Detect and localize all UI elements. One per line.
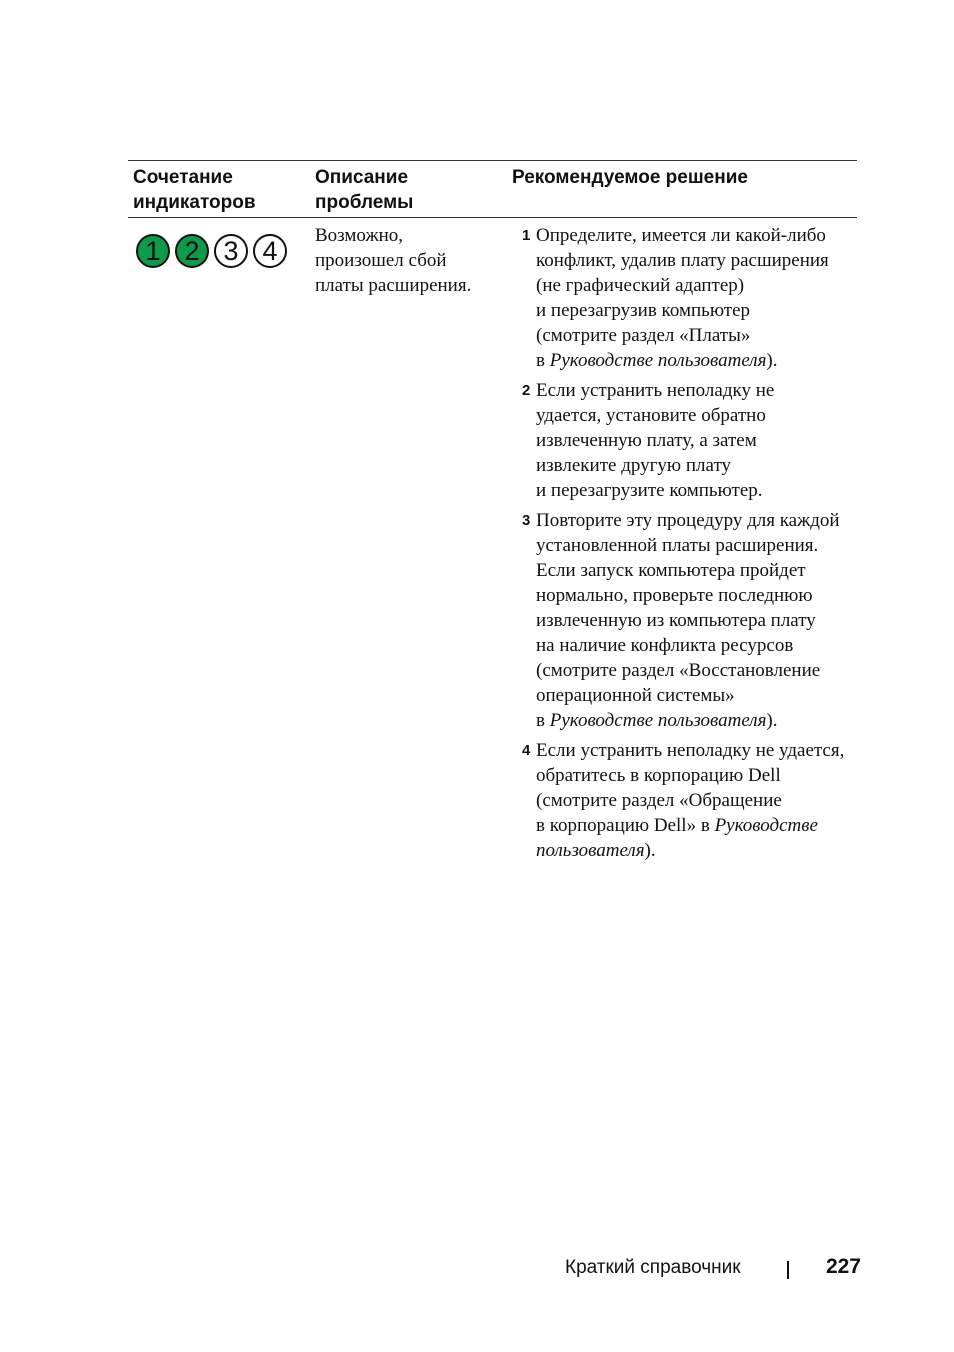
footer-section-title: Краткий справочник — [565, 1257, 741, 1278]
header-led-combination: Сочетание индикаторов — [133, 167, 256, 213]
solution-step-1 — [512, 223, 857, 373]
solution-step-4 — [512, 738, 857, 863]
header-problem-description: Описание проблемы — [315, 167, 414, 213]
step-text — [536, 378, 774, 503]
step-number: 3 — [522, 512, 531, 529]
page-number: 227 — [825, 1255, 861, 1278]
footer-separator — [787, 1261, 789, 1279]
step-number: 2 — [522, 382, 531, 399]
step-number: 1 — [522, 227, 531, 244]
step-text-part: ). — [766, 710, 778, 731]
step-text-part: Повторите эту процедуру для каждой установленной платы расширения. Если запуск компьютера пройдет нормально, проверьте последнюю извлеченную из компьютера плату на наличие конфликта ресурсов (смотрите раздел «Восстановление операционной системы» в — [536, 510, 840, 731]
led-3-off-icon: 3 — [214, 234, 248, 268]
solution-cell — [507, 223, 857, 868]
diagnostic-table — [128, 160, 857, 868]
table-row — [128, 218, 857, 868]
solution-step-2 — [512, 378, 857, 503]
user-guide-reference: Руководстве пользователя — [536, 815, 818, 861]
step-text-part: ). — [766, 350, 778, 371]
description-cell — [310, 223, 507, 868]
step-text — [536, 508, 840, 733]
step-text-part: Если устранить неполадку не удается, установите обратно извлеченную плату, а затем извлеките другую плату и перезагрузите компьютер. — [536, 380, 775, 501]
step-text-part: Определите, имеется ли какой-либо конфликт, удалив плату расширения (не графический адаптер) и перезагрузив компьютер (смотрите раздел «Платы» в — [536, 225, 829, 371]
problem-description: Возможно, произошел сбой платы расширения. — [315, 225, 472, 296]
step-text-part: Если устранить неполадку не удается, обратитесь в корпорацию Dell (смотрите раздел «Обращение в корпорацию Dell» в — [536, 740, 845, 836]
led-4-off-icon: 4 — [253, 234, 287, 268]
solution-steps — [512, 223, 857, 863]
header-recommended-solution: Рекомендуемое решение — [512, 167, 748, 188]
step-number: 4 — [522, 742, 531, 759]
step-text-part: ). — [644, 840, 656, 861]
step-text — [536, 223, 829, 373]
table-header-row — [128, 161, 857, 217]
led-cell — [128, 223, 310, 868]
led-1-on-icon: 1 — [136, 234, 170, 268]
led-2-on-icon: 2 — [175, 234, 209, 268]
diagnostic-led-indicators — [133, 223, 310, 268]
solution-step-3 — [512, 508, 857, 733]
step-text — [536, 738, 844, 863]
page-footer — [565, 1255, 861, 1285]
user-guide-reference: Руководстве пользователя — [549, 710, 767, 731]
user-guide-reference: Руководстве пользователя — [549, 350, 767, 371]
